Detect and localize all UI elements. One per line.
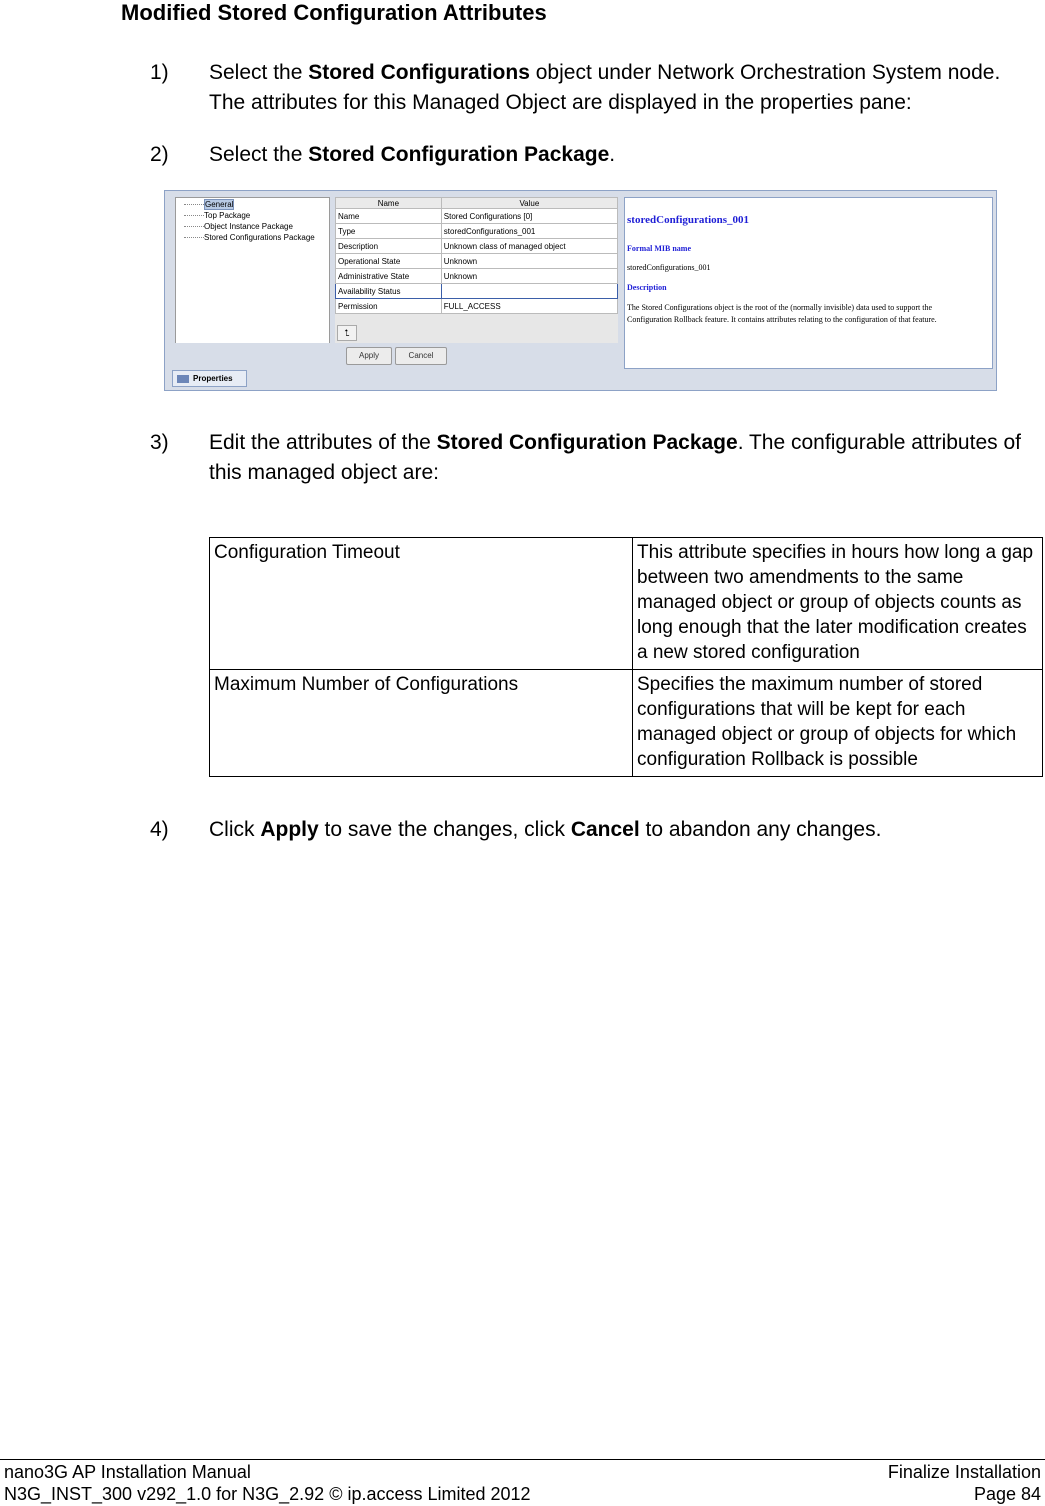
step-number: 3) bbox=[150, 431, 169, 454]
footer-divider bbox=[0, 1459, 1045, 1460]
cancel-button[interactable]: Cancel bbox=[395, 347, 447, 365]
step-number: 2) bbox=[150, 143, 169, 166]
footer-manual-title: nano3G AP Installation Manual bbox=[4, 1462, 251, 1482]
desc-text: The Stored Configurations object is the root of the (normally invisible) data used to support the Configuration Rollback feature. It contains attributes relating to the configuration of that feature. bbox=[627, 303, 937, 324]
attribute-name: Configuration Timeout bbox=[210, 538, 633, 670]
attributes-table bbox=[209, 537, 1043, 777]
footer-document-id: N3G_INST_300 v292_1.0 for N3G_2.92 © ip.access Limited 2012 bbox=[4, 1484, 531, 1504]
attribute-description: Specifies the maximum number of stored configurations that will be kept for each managed object or group of objects for which configuration Rollback is possible bbox=[633, 670, 1043, 777]
step-text: Edit the attributes of the Stored Configuration Package. The configurable attributes of this managed object are: bbox=[209, 431, 1021, 484]
properties-pane-screenshot bbox=[164, 190, 997, 391]
tree-item-object-instance-package[interactable]: Object Instance Package bbox=[176, 222, 293, 231]
grid-header-name: Name bbox=[336, 198, 442, 209]
step-text: Click Apply to save the changes, click Cancel to abandon any changes. bbox=[209, 818, 882, 841]
grid-row[interactable]: Operational State Unknown bbox=[336, 254, 618, 269]
button-bar bbox=[175, 343, 618, 367]
desc-mib-label: Formal MIB name bbox=[627, 244, 691, 253]
tree-item-general[interactable]: General bbox=[176, 200, 234, 209]
step-text: Select the Stored Configuration Package. bbox=[209, 143, 616, 166]
tab-properties[interactable]: Properties bbox=[172, 370, 247, 387]
step-number: 1) bbox=[150, 61, 169, 84]
desc-title: storedConfigurations_001 bbox=[627, 214, 750, 226]
section-heading: Modified Stored Configuration Attributes bbox=[121, 0, 547, 25]
properties-icon bbox=[177, 375, 189, 383]
desc-label: Description bbox=[627, 283, 667, 292]
package-tree bbox=[175, 197, 330, 345]
table-row bbox=[210, 538, 1043, 670]
table-row bbox=[210, 670, 1043, 777]
step-text: Select the Stored Configurations object under Network Orchestration System node. The attributes for this Managed Object are displayed in the properties pane: bbox=[209, 61, 1001, 114]
grid-row[interactable]: Availability Status bbox=[336, 284, 618, 299]
tree-item-stored-configurations-package[interactable]: Stored Configurations Package bbox=[176, 233, 315, 242]
grid-row[interactable]: Permission FULL_ACCESS bbox=[336, 299, 618, 314]
attribute-description: This attribute specifies in hours how long a gap between two amendments to the same managed object or group of objects counts as long enough that the later modification creates a new stored configuration bbox=[633, 538, 1043, 670]
grid-row[interactable]: Name Stored Configurations [0] bbox=[336, 209, 618, 224]
description-panel bbox=[624, 197, 993, 369]
tree-item-top-package[interactable]: Top Package bbox=[176, 211, 250, 220]
attribute-grid bbox=[335, 197, 618, 343]
step-number: 4) bbox=[150, 818, 169, 841]
attribute-name: Maximum Number of Configurations bbox=[210, 670, 633, 777]
footer-page-number: Page 84 bbox=[973, 1484, 1041, 1504]
desc-mib-value: storedConfigurations_001 bbox=[627, 263, 711, 272]
grid-row[interactable]: Type storedConfigurations_001 bbox=[336, 224, 618, 239]
navigate-up-icon[interactable]: ⮤ bbox=[337, 325, 357, 341]
grid-row[interactable]: Administrative State Unknown bbox=[336, 269, 618, 284]
footer-section: Finalize Installation bbox=[887, 1462, 1041, 1482]
grid-header-value: Value bbox=[441, 198, 617, 209]
apply-button[interactable]: Apply bbox=[346, 347, 392, 365]
grid-row[interactable]: Description Unknown class of managed object bbox=[336, 239, 618, 254]
